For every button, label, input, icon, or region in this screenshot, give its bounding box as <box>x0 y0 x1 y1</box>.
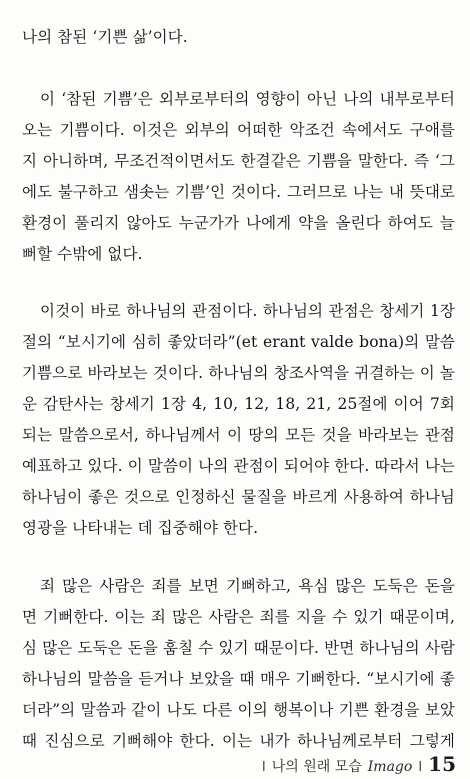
text-line: 기쁨으로 바라보는 것이다. 하나님의 창조사역을 귀결하는 이 놀 <box>22 364 455 382</box>
text-line: 예표하고 있다. 이 말씀이 나의 관점이 되어야 한다. 따라서 나는 <box>22 457 455 475</box>
text-line: 오는 기쁨이다. 이것은 외부의 어떠한 악조건 속에서도 구애를 <box>22 121 455 139</box>
text-line: 되는 말씀으로서, 하나님께서 이 땅의 모든 것을 바라보는 관점 <box>22 426 455 444</box>
text-line: 이것이 바로 하나님의 관점이다. 하나님의 관점은 창세기 1장 <box>40 302 455 320</box>
text-line: 에도 불구하고 샘솟는 기쁨’인 것이다. 그러므로 나는 내 뜻대로 <box>22 183 455 201</box>
text-line: 때 진심으로 기뻐해야 한다. 이는 내가 하나님께로부터 그렇게 <box>22 732 455 750</box>
brand-name: Imago <box>367 759 413 775</box>
text-line: 뻐할 수밖에 없다. <box>22 245 143 263</box>
page-number: 15 <box>428 752 456 776</box>
text-line: 영광을 나타내는 데 집중해야 한다. <box>22 519 259 537</box>
page-footer <box>262 752 456 776</box>
text-line: 이 ‘참된 기쁨’은 외부로부터의 영향이 아닌 나의 내부로부터 <box>40 90 455 108</box>
text-line: 면 기뻐한다. 이는 죄 많은 사람은 죄를 지을 수 있기 때문이며, <box>22 608 455 626</box>
text-line: 지 아니하며, 무조건적이면서도 한결같은 기쁨을 말한다. 즉 ‘그 <box>22 152 455 170</box>
text-line: 하나님이 좋은 것으로 인정하신 물질을 바르게 사용하여 하나님 <box>22 488 455 506</box>
text-line: 심 많은 도둑은 돈을 훔칠 수 있기 때문이다. 반면 하나님의 사람 <box>22 639 455 657</box>
text-line: 하나님의 말씀을 듣거나 보았을 때 매우 기뻐한다. “보시기에 좋 <box>22 670 455 688</box>
text-line: 나의 참된 ‘기쁜 삶’이다. <box>22 28 188 46</box>
footer-divider: I <box>418 760 423 775</box>
footer-separator: I <box>261 760 266 775</box>
text-line: 운 감탄사는 창세기 1장 4, 10, 12, 18, 21, 25절에 이어 7회 <box>22 395 455 413</box>
text-line: 더라”의 말씀과 같이 나도 다른 이의 행복이나 기쁜 환경을 보았 <box>22 701 455 719</box>
text-line: 절의 “보시기에 심히 좋았더라”(et erant valde bona)의 말씀 <box>22 333 455 351</box>
section-title: 나의 원래 모습 <box>271 759 362 775</box>
text-line: 죄 많은 사람은 죄를 보면 기뻐하고, 욕심 많은 도둑은 돈을 <box>40 577 455 595</box>
text-line: 환경이 풀리지 않아도 누군가가 나에게 약을 올린다 하여도 늘 <box>22 214 455 232</box>
